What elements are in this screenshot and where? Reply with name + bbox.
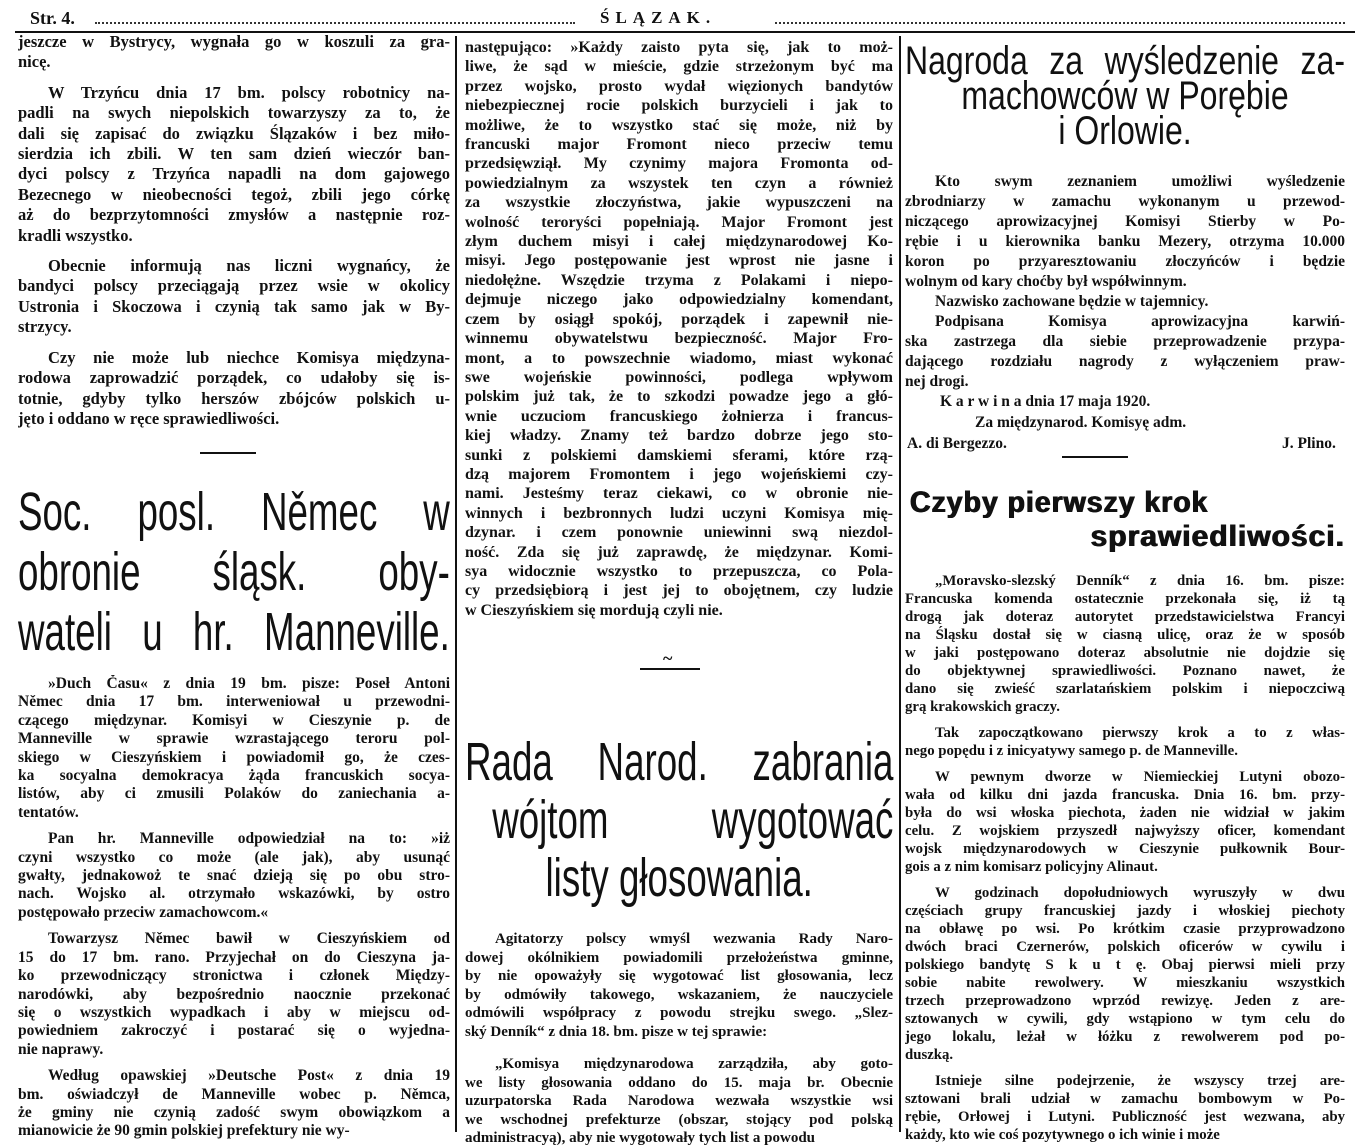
column1-continued-article [18,32,450,429]
text-line: powiedniem zakroczyć i postarać się o wyjedna- [18,1022,450,1040]
text-line: we wschodnej prefekturze (obszar, stojący pod polską [465,1111,893,1128]
text-line: sztowanych w cywili, gdy wstąpiono w tym celu do [905,1011,1345,1027]
text-line: cy przedsiębiorą i jest jej to obojętnem, czy ludzie [465,582,893,600]
headline-line: machowców w Porębie [961,74,1289,118]
text-line: winnych i bezbronnych ludzi uczyni Komisya mię- [465,504,893,522]
text-line: we listy głosowania oddano do 15. maja br. Obecnie [465,1074,893,1091]
headline-line: Rada Narod. zabrania [465,732,894,792]
text-line: padli na swych niepolskich towarzyszy za to, że [18,103,450,123]
text-line: następująco: »Każdy zaisto pyta się, jak to moż- [465,39,893,56]
signature-right: J. Plino. [1282,435,1336,452]
text-line: W godzinach dopołudniowych wyruszyły w dwu [935,885,1345,901]
text-line: nami. Jesteśmy teraz ciekawi, co w obronie nie- [465,485,893,503]
text-line: bandyci polscy przeciągają przez wsie w okolicy [18,276,450,296]
text-line: rodowa zaprowadzić porządek, co udałoby się is- [18,368,450,388]
text-line: sierdzia ich zbili. W ten sam dzień wieczór ban- [18,144,450,164]
text-line: postępowało przeciw zamachowcom.« [18,903,269,921]
text-line: każdy, kto wie coś pozytywnego o ich winie i może [905,1127,1220,1143]
text-line: liwe, że sąd w mieście, gdzie strzeżonym być ma [465,58,893,76]
text-line: aż do bezprzytomności zmysłów a następnie roz- [18,205,450,225]
text-line: Bezecnego w nieobecności tegoż, zbili jego córkę [18,184,450,204]
ornament: ~ [663,648,673,668]
text-line: by nie opoważyły się wygotować list głosowania, lecz [465,968,893,984]
place-date: K a r w i n a dnia 17 maja 1920. [940,393,1151,410]
header-dotted-rule [775,22,1345,24]
text-line: „Komisya międzynarodowa zarządziła, aby goto- [495,1056,893,1072]
text-line: Według opawskiej »Deutsche Post« z dnia 19 [48,1067,450,1085]
paragraph [18,830,450,922]
text-line: możliwe, że to wszystko stać się może, niż by [465,116,893,134]
text-line: sobie nabite rewolwery. W mieszkaniu wszystkich [905,975,1345,991]
text-line: niebezpiecznej rocie polskich burzycieli i jak to [465,97,893,115]
reward-notice [905,172,1345,392]
text-line: że gminy nie czynią zadość swym obowiązkom a [18,1103,450,1121]
text-line: mont, a to powszechnie wiadomo, miast wykonać [465,349,893,367]
header-dotted-rule [95,22,575,24]
text-line: wolność teroryści popełniają. Major Fromont jest [465,213,893,231]
text-line: Tak zapoczątkowano pierwszy krok a to z włas- [935,725,1345,741]
text-line: Istnieje silne podejrzenie, że wszyscy trzej are- [935,1073,1345,1089]
text-line: sunki z polskiemi damskiemi sferami, które rzą- [465,446,893,464]
text-line: w Cieszyńskiem się mordują czyli nie. [465,601,723,619]
text-line: Obecnie informują nas liczni wygnańcy, że [48,256,450,276]
paragraph [905,884,1345,1064]
text-line: gois a z nim komisarz policyjny Alinaut. [905,859,1158,875]
text-line: listów, aby ci zmusili Polaków do zaniechania a- [18,785,450,803]
headline-pierwszy-krok: Czyby pierwszy krok [910,486,1209,519]
section-divider [200,452,256,454]
text-line: nicę. [18,52,51,72]
headline-line: obronie śląsk. oby- [18,542,450,602]
text-line: za wszystkie złoczyństwa, jakie wypuszczeni na [465,194,893,212]
article-nemec [18,675,450,1141]
headline-line: Nagroda za wyśledzenie za- [905,39,1345,83]
text-line: kiej władzy. Znamy też bardzo dobrze jego sto- [465,427,893,445]
text-line: zbrodniarzy w zamachu wykonanym u przewod- [905,193,1345,210]
text-line: francuski major Fromont nieco przeciw temu [465,136,893,154]
text-line: wała od kilku dni jazda francuska. Dnia 16. bm. przy- [905,787,1345,803]
paragraph [18,83,450,246]
text-line: do objektywnej sprawiedliwości. Poznano nawet, że [905,663,1345,679]
text-line: wnie uczuciom francuskiego żołnierza i francus- [465,407,893,425]
text-line: dyci polscy z Trzyńca napadli na dom gajowego [18,164,450,184]
text-line: ka socyalna demokracya żąda francuskich socya- [18,767,450,785]
text-line: nie naprawy. [18,1040,104,1058]
paragraph [18,348,450,430]
headline-line: i Orlowie. [1058,109,1192,153]
text-line: dali się zapisać do związku Ślązaków i bez miło- [18,123,450,143]
text-line: narodówki, aby bezpośrednio naocznie przekonać [18,985,450,1003]
text-line: odmówili współpracy z powodu strejku swego. „Slez- [465,1005,893,1021]
text-line: gwałty, jednakowoż te snać dzieją się po obu stro- [18,867,450,885]
text-line: polskiego bandytę S k u t ę. Obaj pierwsi mieli przy [905,957,1345,973]
text-line: była do wsi włoska piechota, żaden nie widział w jakim [905,805,1345,821]
headline-line: wójtom wygotować [492,790,894,850]
paragraph [905,572,1345,716]
text-line: »Duch Času« z dnia 19 bm. pisze: Poseł Antoni [48,675,450,692]
text-line: rębie i u kierownika banku Mezery, otrzyma 10.000 [905,233,1345,250]
text-line: tentatów. [18,803,79,821]
headline-nemec [18,482,450,662]
paragraph [905,312,1345,392]
paragraph [18,930,450,1059]
paragraph [18,32,450,73]
text-line: grą krakowskich graczy. [905,699,1060,715]
text-line: W pewnym dworze w Niemieckiej Lutyni obozo- [935,769,1345,785]
text-line: Ustronia i Skoczowa i czynią tak samo jak w By- [18,296,450,316]
text-line: 15 do 17 bm. rano. Przyjechał on do Cieszyna ja- [18,948,450,966]
article-rada-narodowa [465,930,893,1148]
text-line: misyi. Jego postępowanie jest wprost nie jasne i [465,252,893,270]
text-line: Manneville w sprawie wzrastającego teroru pol- [18,730,450,748]
text-line: strzycy. [18,317,72,337]
text-line: czyni wszystko co może (ale jak), aby usunąć [18,848,450,866]
text-line: na obławę po wsi. Po krótkim czasie przyprowadzono [905,921,1345,937]
text-line: mianowicie że 90 gmin polskiej prefektury nie wy- [18,1122,350,1140]
text-line: kradli wszystko. [18,225,133,245]
column-rule [899,36,901,1132]
page-number: Str. 4. [30,8,75,28]
text-line: koron po przyaresztowaniu złoczyńców i będzie [905,253,1345,270]
text-line: dejmuje niczego jako odpowiedzialny komendant, [465,291,893,309]
section-divider [1062,456,1128,458]
paragraph [905,292,1345,312]
text-line: jego lokalu, leżał w łóżku z rewolwerem pod po- [905,1029,1345,1045]
column2-continued-article [465,38,893,620]
text-line: Němec dnia 17 bm. interweniował u przewodni- [18,693,450,711]
text-line: winnemu obywatelstwu bezpieczność. Major Fro- [465,330,893,348]
text-line: przez wojsko, prosto wydał więzionych bandytów [465,77,893,95]
text-line: niedołężne. Wszędzie trzyma z Polakami i niepo- [465,271,893,289]
text-line: na Śląsku dostał się w ciasną ulicę, oraz że w sposób [905,627,1345,643]
text-line: polskim już tak, że to szkodzi powadze jego a głó- [465,388,893,406]
text-line: ność. Zda się już zaprawdę, że międzynar. Komi- [465,543,893,561]
paragraph [18,1067,450,1141]
text-line: przedsięwziął. My czynimy majora Fromonta od- [465,155,893,173]
article-pierwszy-krok [905,572,1345,1144]
signed-for: Za międzynarod. Komisyę adm. [975,414,1187,431]
text-line: jeszcze w Bystrycy, wygnała go w koszuli za gra- [18,32,450,51]
headline-rada-narodowa [465,733,893,907]
paragraph [905,1072,1345,1144]
text-line: duszką. [905,1047,954,1063]
text-line: W Trzyńcu dnia 17 bm. polscy robotnicy na- [48,82,450,102]
text-line: dowej okólnikiem powiadomili przełożeństwa gminne, [465,949,893,966]
text-line: w jaki postępowano doteraz absolutnie nie dojdzie się [905,645,1345,661]
text-line: Kto swym zeznaniem umożliwi wyśledzenie [935,173,1345,190]
text-line: dzynar. i czem ponownie uniewinni swą niezdol- [465,524,893,542]
text-line: bm. oświadczył de Manneville wobec p. Němca, [18,1085,450,1103]
text-line: czem by osiągł spokój, porządek i zapewnił nie- [465,310,893,328]
text-line: totnie, gdyby tylko herszów zbójców polskich u- [18,388,450,408]
masthead: ŚLĄZAK. [600,8,717,27]
text-line: rębie, Orłowej i Lutyni. Publiczność jest wezwana, aby [905,1109,1345,1125]
text-line: Podpisana Komisya aprowizacyjna karwiń- [935,313,1345,330]
text-line: dwóch braci Czernerów, polskich oficerów w cywilu i [905,939,1345,955]
paragraph [18,675,450,822]
text-line: dzą majorem Fromontem i jego wojeńskiemi czy- [465,465,893,483]
text-line: by odmówiły takowego, wskazaniem, że nauczyciele [465,986,893,1003]
paragraph [465,38,893,620]
text-line: się o wszystkich wypadkach i aby w miejscu od- [18,1003,450,1021]
text-line: Nazwisko zachowane będzie w tajemnicy. [935,293,1209,310]
paragraph [905,172,1345,292]
text-line: „Moravsko-slezský Denník“ z dnia 16. bm. pisze: [935,573,1345,589]
paragraph [18,256,450,338]
text-line: sya widocznie wszystko to przepuszcza, co Pola- [465,562,893,580]
paragraph [465,930,893,1041]
text-line: trzech przeprowadzono wprzód rewizyę. Jeden z are- [905,993,1345,1009]
headline-line: wateli u hr. Manneville. [18,602,450,662]
text-line: wojsk międzynarodowych w Cieszynie pułkownik Bour- [905,841,1345,857]
text-line: administracyą), aby nie wygotowały tych list a powodu [465,1130,816,1146]
headline-sprawiedliwosci: sprawiedliwości. [1090,520,1345,553]
text-line: niczącego aprowizacyjnej Komisyi Stierby w Po- [905,213,1345,230]
text-line: ska zastrzega dla siebie przeprowadzenie przypa- [905,333,1345,350]
text-line: powiedzialnym za wszystek ten czyn a również [465,174,893,192]
text-line: nach. Wojsko al. otrzymało wskazówki, by ostro [18,885,450,903]
text-line: Francuska komenda ostatecznie przekonała się, iż tą [905,591,1345,607]
text-line: złym duchem misyi i całej międzynarodowej Ko- [465,233,893,251]
paragraph [465,1055,893,1148]
text-line: celu. Z wojskiem przyszedł najwyższy oficer, komendant [905,823,1345,839]
column-rule [455,36,457,1132]
text-line: Czy nie może lub niechce Komisya międzyna- [48,347,450,367]
headline-line: listy głosowania. [545,848,813,908]
text-line: nej drogi. [905,373,969,390]
text-line: skiego w Cieszyńskiem i powiadomił go, że czes- [18,748,450,766]
text-line: nego popędu i z inicyatywy samego p. de Manneville. [905,743,1238,759]
text-line: uzurpatorska Rada Narodowa wezwała wszystkie wsi [465,1093,893,1109]
text-line: ský Denník“ z dnia 18. bm. pisze w tej sprawie: [465,1023,768,1040]
headline-line: Soc. posl. Němec w [18,482,450,542]
headline-nagroda [905,39,1345,153]
text-line: dającego rozdziału nagrody z wyłączeniem praw- [905,353,1345,370]
text-line: jęto i oddano w ręce sprawiedliwości. [18,408,280,428]
paragraph [905,768,1345,876]
text-line: dano się zwieść szarlatańskiem polskim i niepoczciwą [905,681,1345,697]
signature-left: A. di Bergezzo. [907,435,1007,452]
text-line: Pan hr. Manneville odpowiedział na to: »iż [48,830,450,848]
text-line: sztowani brali udział w zamachu bombowym w Po- [905,1091,1345,1107]
paragraph [905,724,1345,760]
text-line: Agitatorzy polscy wmyśl wezwania Rady Naro- [495,931,893,947]
text-line: czącego międzynar. Komisyi w Cieszynie p. de [18,711,450,729]
text-line: swe wojeńskie powinności, podlega wpływom [465,368,893,386]
text-line: częściach grupy francuskiej jazdy i włoskiej piechoty [905,903,1345,919]
text-line: Towarzysz Němec bawił w Cieszyńskiem od [48,930,450,948]
text-line: ko przewodniczący stronictwa i członek Między- [18,967,450,985]
text-line: drogą jak doteraz autorytet przedstawicielstwa Francyi [905,609,1345,625]
text-line: wolnym od kary choćby był współwinnym. [905,273,1187,290]
